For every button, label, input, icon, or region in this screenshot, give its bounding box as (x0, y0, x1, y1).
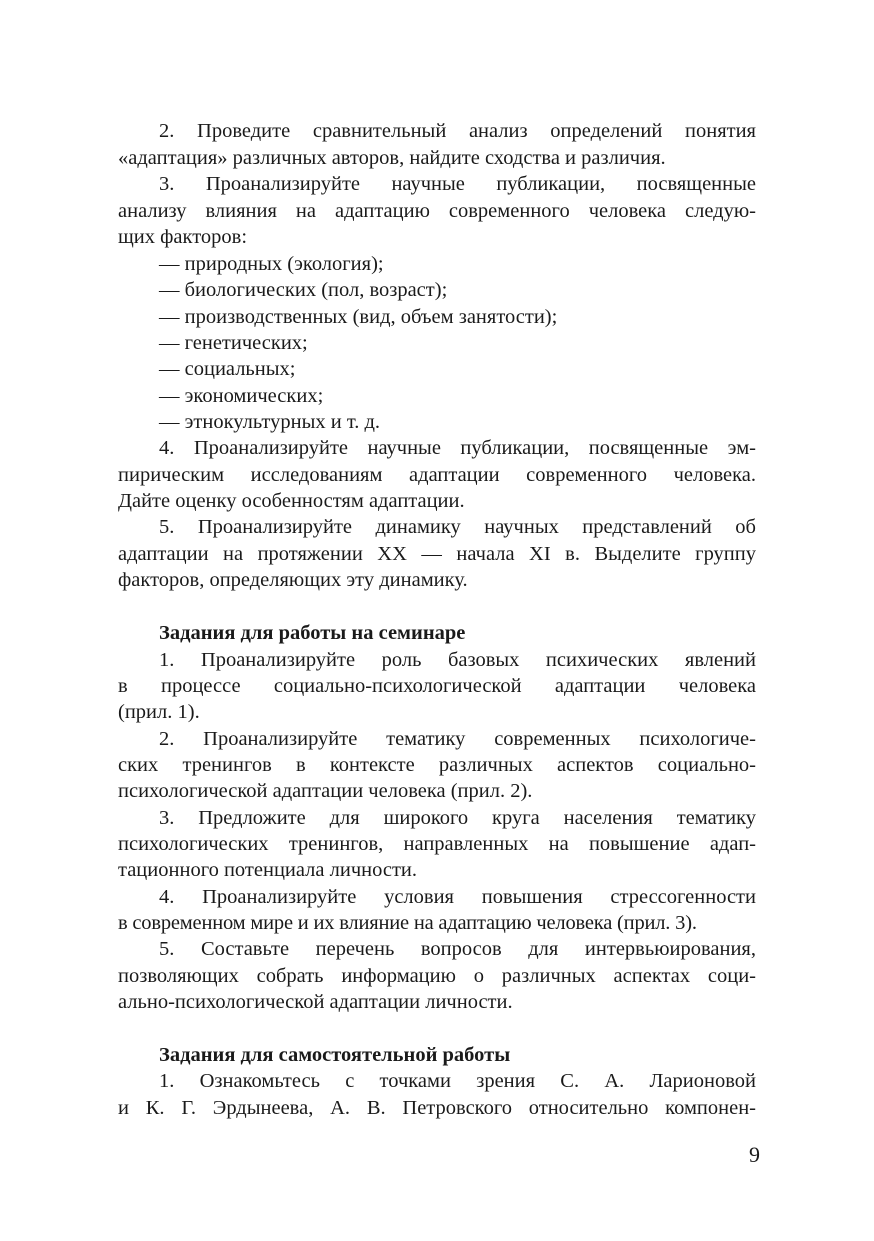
list-item: — производственных (вид, объем занятости); (159, 306, 558, 328)
task-2-line-2: «адаптация» различных авторов, найдите сходства и различия. (118, 147, 666, 169)
task-3-line-1: 3. Проанализируйте научные публикации, посвященные (159, 173, 756, 195)
seminar-task-3-line-2: психологических тренингов, направленных на повышение адап- (118, 833, 756, 855)
seminar-task-2-line-2: ских тренингов в контексте различных аспектов социально- (118, 754, 756, 776)
task-3-line-2: анализу влияния на адаптацию современного человека следую- (118, 200, 756, 222)
list-item: — экономических; (159, 385, 324, 407)
task-5-line-2: адаптации на протяжении XX — начала XI в. Выделите группу (118, 543, 756, 565)
seminar-task-1-line-1: 1. Проанализируйте роль базовых психических явлений (159, 649, 756, 671)
task-5-line-3: факторов, определяющих эту динамику. (118, 569, 468, 591)
seminar-task-4-line-2: в современном мире и их влияние на адаптацию человека (прил. 3). (118, 912, 697, 934)
seminar-heading: Задания для работы на семинаре (159, 622, 466, 644)
independent-heading: Задания для самостоятельной работы (159, 1044, 511, 1066)
task-4-line-3: Дайте оценку особенностям адаптации. (118, 490, 465, 512)
seminar-task-5-line-2: позволяющих собрать информацию о различных аспектах соци- (118, 965, 756, 987)
list-item: — социальных; (159, 358, 296, 380)
seminar-task-2-line-3: психологической адаптации человека (прил. 2). (118, 780, 533, 802)
task-4-line-1: 4. Проанализируйте научные публикации, посвященные эм- (159, 437, 756, 459)
seminar-task-1-line-2: в процессе социально-психологической адаптации человека (118, 675, 756, 697)
task-4-line-2: пирическим исследованиям адаптации современного человека. (118, 464, 756, 486)
task-3-line-3: щих факторов: (118, 226, 248, 248)
seminar-task-3-line-1: 3. Предложите для широкого круга населения тематику (159, 807, 756, 829)
independent-task-1-line-2: и К. Г. Эрдынеева, А. В. Петровского относительно компонен- (118, 1097, 756, 1119)
task-5-line-1: 5. Проанализируйте динамику научных представлений об (159, 516, 756, 538)
seminar-task-3-line-3: тационного потенциала личности. (118, 859, 418, 881)
independent-task-1-line-1: 1. Ознакомьтесь с точками зрения С. А. Ларионовой (159, 1070, 756, 1092)
seminar-task-5-line-1: 5. Составьте перечень вопросов для интервьюирования, (159, 938, 756, 960)
seminar-task-1-line-3: (прил. 1). (118, 701, 200, 723)
list-item: — природных (экология); (159, 253, 384, 275)
seminar-task-5-line-3: ально-психологической адаптации личности. (118, 991, 513, 1013)
seminar-task-4-line-1: 4. Проанализируйте условия повышения стрессогенности (159, 886, 756, 908)
page-number: 9 (749, 1142, 760, 1167)
list-item: — генетических; (159, 332, 308, 354)
task-2-line-1: 2. Проведите сравнительный анализ определений понятия (159, 120, 756, 142)
list-item: — этнокультурных и т. д. (159, 411, 381, 433)
list-item: — биологических (пол, возраст); (159, 279, 448, 301)
seminar-task-2-line-1: 2. Проанализируйте тематику современных психологиче- (159, 728, 756, 750)
